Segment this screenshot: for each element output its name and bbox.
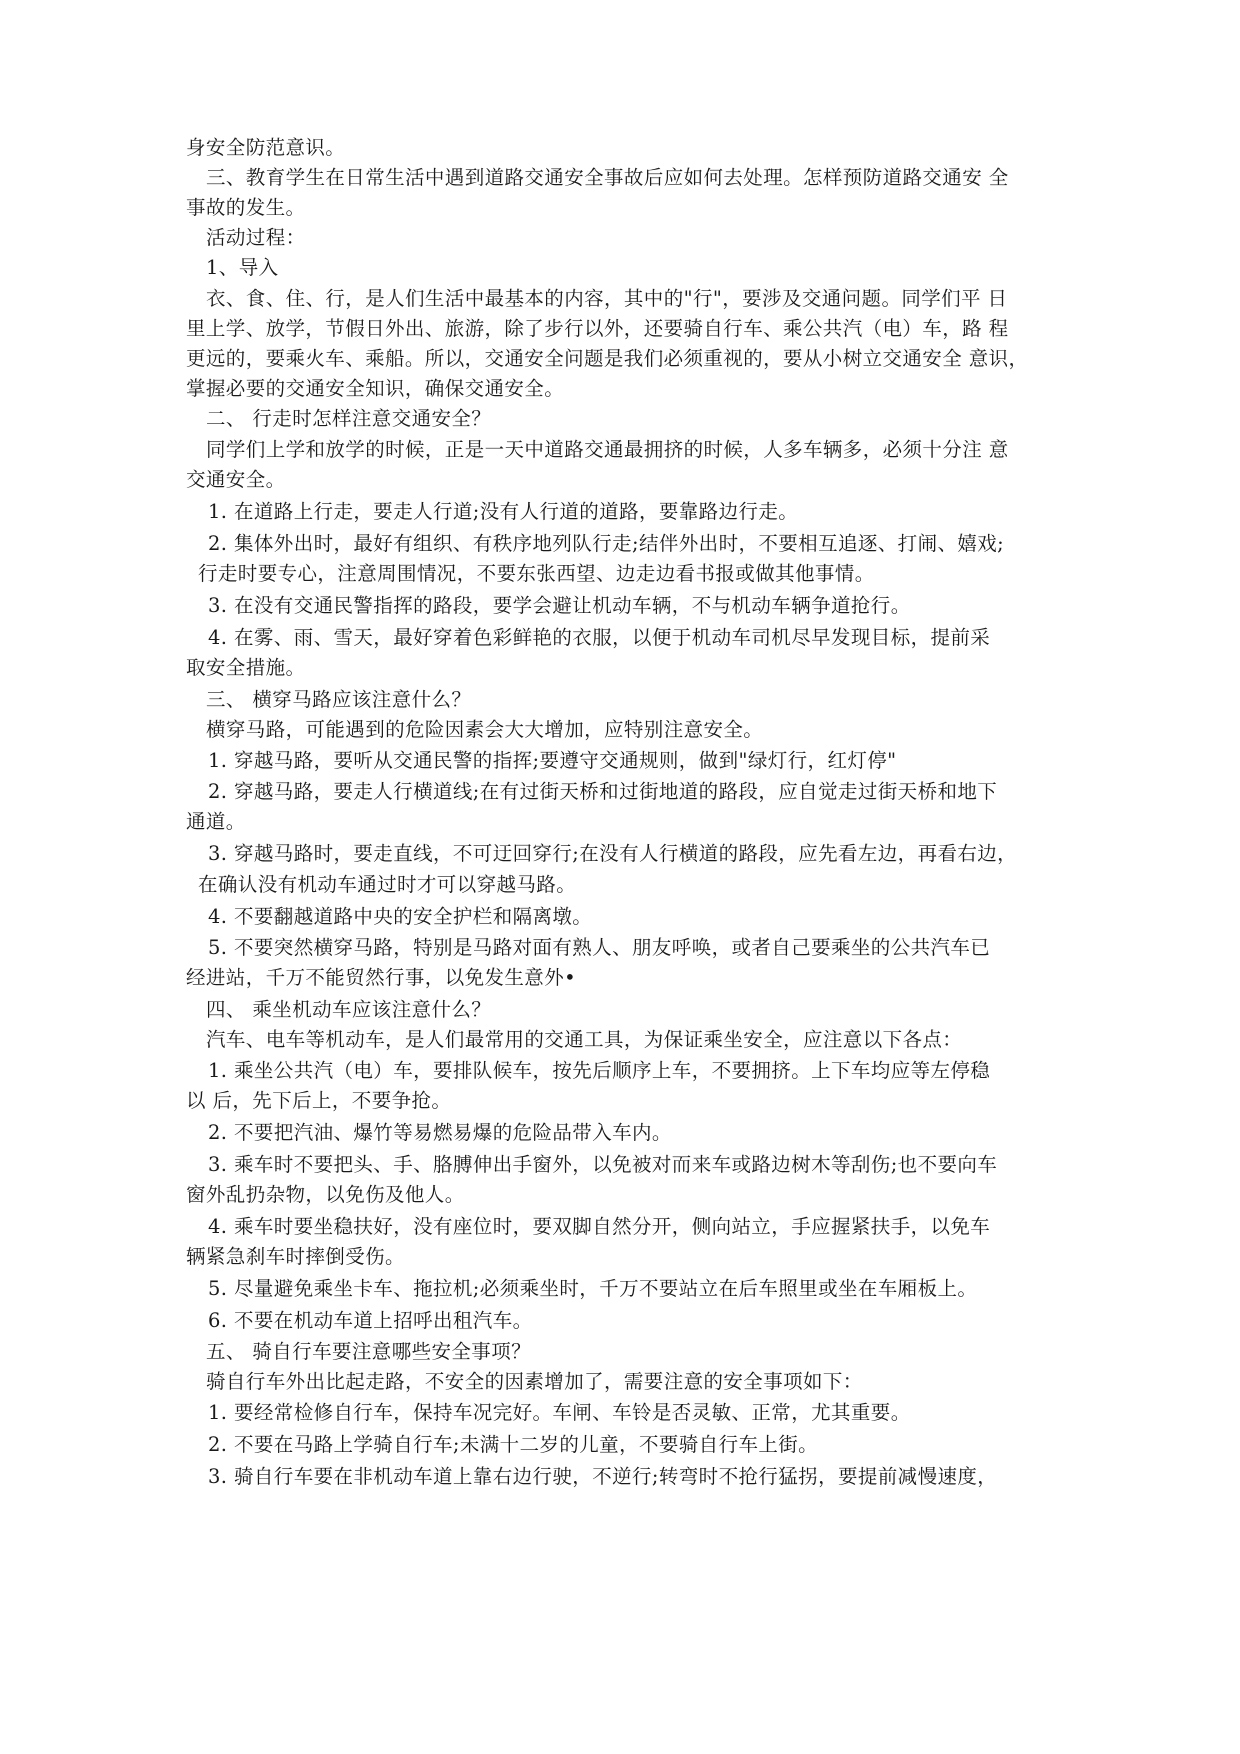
list-item: 5. 不要突然横穿马路，特别是马路对面有熟人、朋友呼唤，或者自己要乘坐的公共汽车已: [208, 936, 991, 959]
text-line: 掌握必要的交通安全知识，确保交通安全。: [186, 377, 565, 400]
section-heading: 二、 行走时怎样注意交通安全？: [206, 407, 492, 430]
text-line: 同学们上学和放学的时候，正是一天中道路交通最拥挤的时候，人多车辆多，必须十分注 意: [206, 438, 1009, 461]
text-line: 通道。: [186, 810, 246, 833]
list-item: 5. 尽量避免乘坐卡车、拖拉机;必须乘坐时，千万不要站立在后车照里或坐在车厢板上。: [208, 1277, 978, 1300]
list-item: 2. 集体外出时，最好有组织、有秩序地列队行走;结伴外出时，不要相互追逐、打闹、嬉戏;: [208, 532, 1005, 555]
text-line: 交通安全。: [186, 468, 286, 491]
list-item: 4. 乘车时要坐稳扶好，没有座位时，要双脚自然分开，侧向站立，手应握紧扶手，以免车: [208, 1215, 991, 1238]
text-line: 窗外乱扔杂物，以免伤及他人。: [186, 1183, 465, 1206]
text-line: 更远的，要乘火车、乘船。所以，交通安全问题是我们必须重视的，要从小树立交通安全 意识，: [186, 347, 1029, 370]
list-item: 3. 在没有交通民警指挥的路段，要学会避让机动车辆，不与机动车辆争道抢行。: [208, 594, 911, 617]
text-line: 身安全防范意识。: [186, 136, 346, 159]
list-item: 2. 穿越马路，要走人行横道线;在有过街天桥和过街地道的路段，应自觉走过街天桥和地下: [208, 780, 998, 803]
list-item: 3. 骑自行车要在非机动车道上靠右边行驶，不逆行;转弯时不抢行猛拐，要提前减慢速度，: [208, 1465, 998, 1488]
text-line: 衣、食、住、行，是人们生活中最基本的内容，其中的"行"，要涉及交通问题。同学们平 日: [206, 287, 1008, 310]
text-line: 横穿马路，可能遇到的危险因素会大大增加，应特别注意安全。: [206, 718, 764, 741]
text-line: 1、导入: [206, 256, 279, 279]
text-line: 辆紧急刹车时摔倒受伤。: [186, 1245, 405, 1268]
list-item: 3. 乘车时不要把头、手、胳膊伸出手窗外，以免被对而来车或路边树木等刮伤;也不要向车: [208, 1153, 998, 1176]
list-item: 2. 不要把汽油、爆竹等易燃易爆的危险品带入车内。: [208, 1121, 672, 1144]
list-item: 4. 不要翻越道路中央的安全护栏和隔离墩。: [208, 905, 593, 928]
text-line: 行走时要专心，注意周围情况，不要东张西望、边走边看书报或做其他事情。: [198, 562, 875, 585]
section-heading: 五、 骑自行车要注意哪些安全事项？: [206, 1340, 531, 1363]
list-item: 1. 穿越马路，要听从交通民警的指挥;要遵守交通规则，做到"绿灯行，红灯停": [208, 749, 897, 772]
text-line: 三、教育学生在日常生活中遇到道路交通安全事故后应如何去处理。怎样预防道路交通安 全: [206, 166, 1009, 189]
section-heading: 三、 横穿马路应该注意什么？: [206, 688, 472, 711]
list-item: 1. 乘坐公共汽（电）车，要排队候车，按先后顺序上车，不要拥挤。上下车均应等左停稳: [208, 1059, 991, 1082]
text-line: 在确认没有机动车通过时才可以穿越马路。: [198, 873, 577, 896]
text-line: 以 后，先下后上，不要争抢。: [186, 1089, 452, 1112]
text-line: 取安全措施。: [186, 656, 306, 679]
list-item: 2. 不要在马路上学骑自行车;未满十二岁的儿童，不要骑自行车上街。: [208, 1433, 819, 1456]
text-line: 活动过程：: [206, 226, 306, 249]
text-line: 经进站，千万不能贸然行事，以免发生意外•: [186, 966, 577, 989]
section-heading: 四、 乘坐机动车应该注意什么？: [206, 998, 492, 1021]
text-line: 骑自行车外出比起走路，不安全的因素增加了，需要注意的安全事项如下：: [206, 1370, 863, 1393]
list-item: 4. 在雾、雨、雪天，最好穿着色彩鲜艳的衣服，以便于机动车司机尽早发现目标，提前采: [208, 626, 991, 649]
text-line: 里上学、放学，节假日外出、旅游，除了步行以外，还要骑自行车、乘公共汽（电）车，路 程: [186, 317, 1009, 340]
list-item: 1. 要经常检修自行车，保持车况完好。车闸、车铃是否灵敏、正常，尤其重要。: [208, 1401, 911, 1424]
list-item: 6. 不要在机动车道上招呼出租汽车。: [208, 1309, 533, 1332]
text-line: 事故的发生。: [186, 196, 306, 219]
list-item: 3. 穿越马路时，要走直线，不可迂回穿行;在没有人行横道的路段，应先看左边，再看右边，: [208, 842, 1018, 865]
text-line: 汽车、电车等机动车，是人们最常用的交通工具，为保证乘坐安全，应注意以下各点：: [206, 1028, 963, 1051]
list-item: 1. 在道路上行走，要走人行道;没有人行道的道路，要靠路边行走。: [208, 500, 799, 523]
